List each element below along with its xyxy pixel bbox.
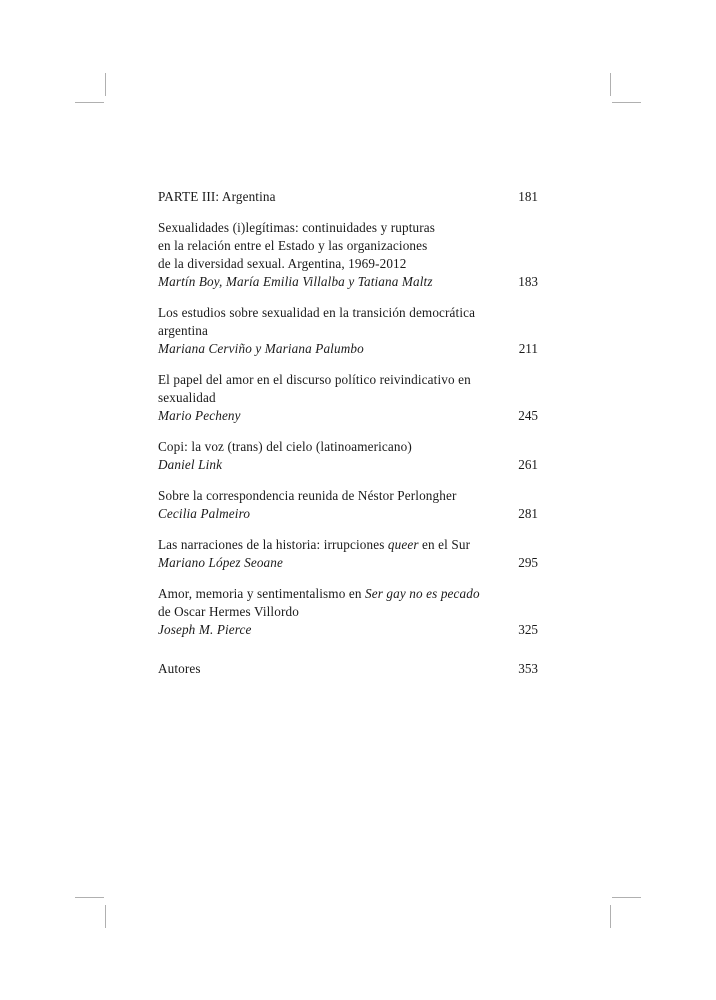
toc-entry-title-line: Copi: la voz (trans) del cielo (latinoamericano) (158, 439, 412, 454)
toc-page-number: 295 (518, 555, 538, 570)
crop-mark-top-right-vertical (610, 73, 611, 96)
toc-entry[interactable] (158, 536, 538, 572)
toc-entry-author: Daniel Link (158, 457, 223, 472)
toc-page-number: 183 (518, 274, 538, 289)
toc-entry[interactable] (158, 219, 538, 291)
toc-entry-author: Mariana Cerviño y Mariana Palumbo (158, 341, 364, 356)
toc-entry-title-line: Sobre la correspondencia reunida de Néstor Perlongher (158, 488, 457, 503)
toc-entry-title-line: en la relación entre el Estado y las organizaciones (158, 238, 428, 253)
crop-mark-top-left-horizontal (75, 102, 104, 103)
crop-mark-bottom-right-vertical (610, 905, 611, 928)
table-of-contents (158, 188, 538, 691)
toc-entry-title-line: PARTE III: Argentina (158, 189, 276, 204)
crop-mark-bottom-left-horizontal (75, 897, 104, 898)
toc-entry[interactable] (158, 304, 538, 358)
toc-entry-title-line: Autores (158, 661, 201, 676)
toc-entry-title-line: de Oscar Hermes Villordo (158, 604, 299, 619)
crop-mark-bottom-left-vertical (105, 905, 106, 928)
toc-page-number: 281 (518, 506, 538, 521)
toc-entry-title-line: El papel del amor en el discurso político reivindicativo en (158, 372, 471, 387)
toc-entry[interactable] (158, 660, 538, 678)
toc-entry-author: Mariano López Seoane (158, 555, 283, 570)
toc-page-number: 261 (518, 457, 538, 472)
toc-entry-author: Mario Pecheny (158, 408, 241, 423)
crop-mark-top-right-horizontal (612, 102, 641, 103)
toc-page-number: 211 (518, 341, 538, 356)
toc-entry[interactable] (158, 585, 538, 639)
toc-entry-title-line: Sexualidades (i)legítimas: continuidades y rupturas (158, 220, 436, 235)
toc-entry-author: Joseph M. Pierce (158, 622, 252, 637)
toc-page-number: 353 (518, 661, 538, 676)
toc-entry[interactable] (158, 487, 538, 523)
crop-mark-top-left-vertical (105, 73, 106, 96)
toc-entry[interactable] (158, 371, 538, 425)
toc-page-number: 325 (518, 622, 538, 637)
toc-entry-author: Cecilia Palmeiro (158, 506, 251, 521)
toc-entry-title-line: de la diversidad sexual. Argentina, 1969-2012 (158, 256, 407, 271)
toc-entry[interactable] (158, 438, 538, 474)
toc-entry-title-line: Amor, memoria y sentimentalismo en Ser gay no es pecado (158, 586, 480, 601)
toc-entry-title-line: Los estudios sobre sexualidad en la transición democrática (158, 305, 476, 320)
toc-entry[interactable] (158, 188, 538, 206)
toc-page-number: 245 (518, 408, 538, 423)
toc-entry-title-line: argentina (158, 323, 209, 338)
crop-mark-bottom-right-horizontal (612, 897, 641, 898)
toc-entry-title-line: Las narraciones de la historia: irrupciones queer en el Sur (158, 537, 471, 552)
toc-entry-author: Martín Boy, María Emilia Villalba y Tatiana Maltz (158, 274, 433, 289)
toc-entry-title-line: sexualidad (158, 390, 216, 405)
toc-page-number: 181 (518, 189, 538, 204)
